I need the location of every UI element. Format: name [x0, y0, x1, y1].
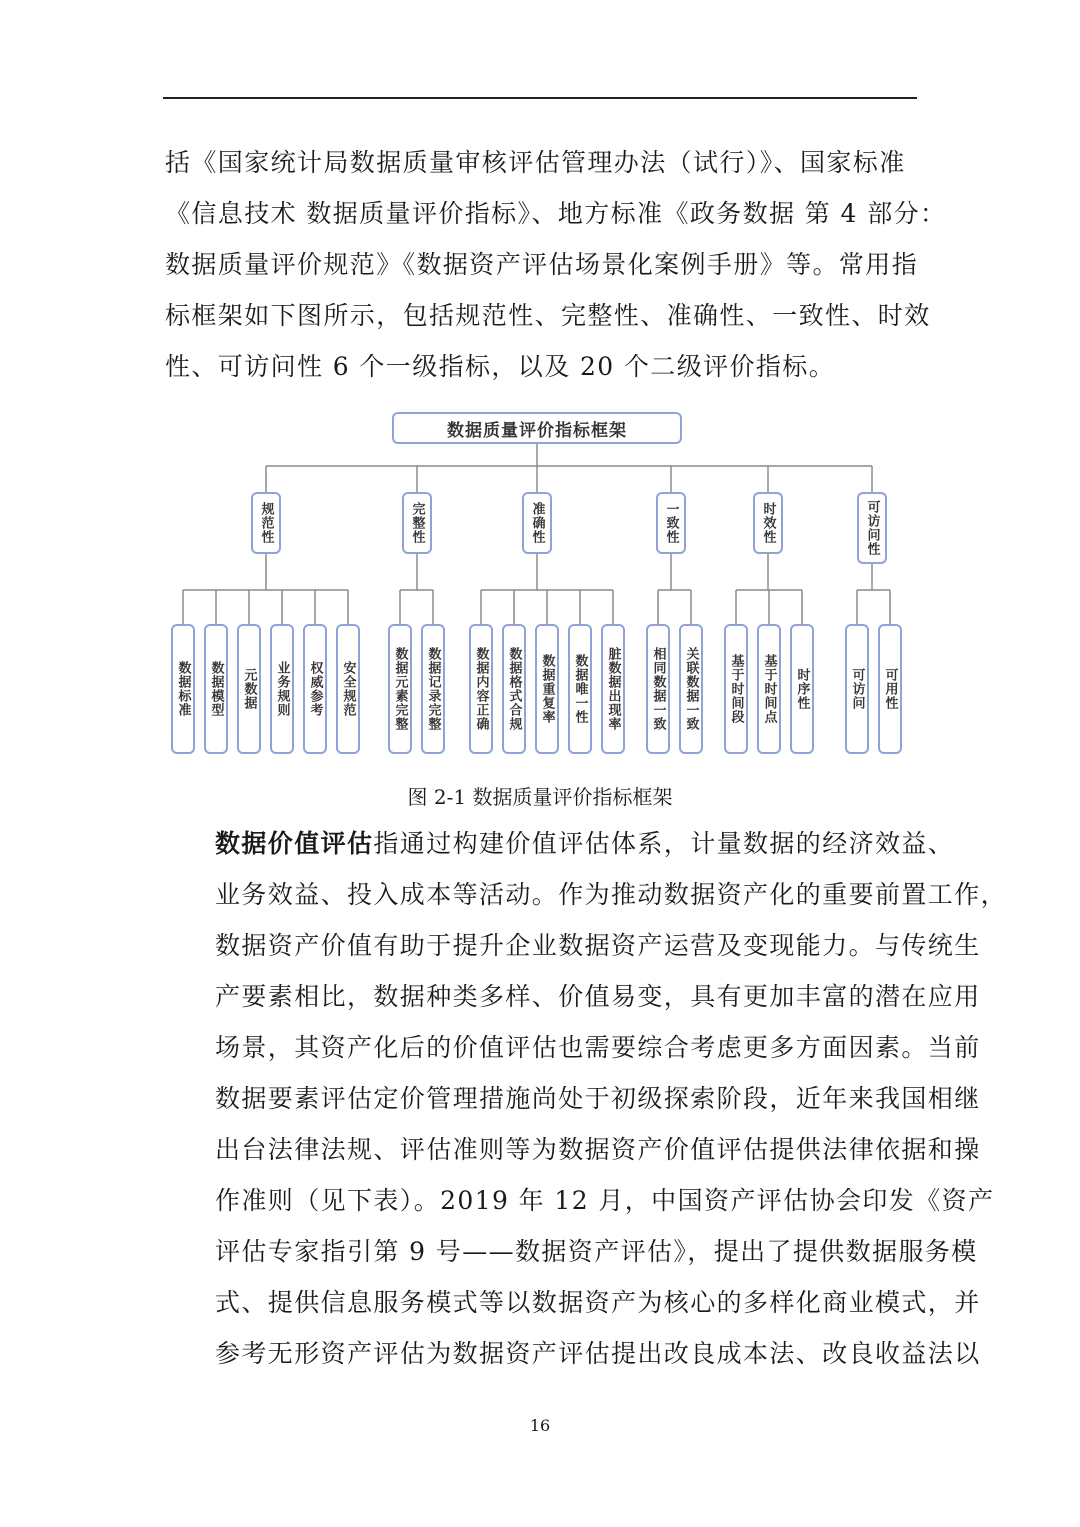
level2-node [724, 624, 748, 754]
level1-node [656, 492, 686, 554]
level2-node [421, 624, 445, 754]
level2-node-label: 脏数据出现率 [605, 647, 621, 731]
text-line: 评估专家指引第 9 号——数据资产评估》，提出了提供数据服务模 [215, 1237, 978, 1266]
level2-node-label: 数据元素完整 [392, 647, 408, 731]
level2-node-label: 数据模型 [208, 661, 224, 717]
level2-node-label: 数据格式合规 [506, 647, 522, 731]
level1-node-label: 完整性 [409, 502, 425, 544]
level2-node [388, 624, 412, 754]
page-number: 16 [529, 1416, 551, 1435]
level1-node-label: 可访问性 [864, 500, 880, 556]
level2-node [878, 624, 902, 754]
level1-node [251, 492, 281, 554]
level2-node-label: 相同数据一致 [650, 647, 666, 731]
text-line: 标框架如下图所示，包括规范性、完整性、准确性、一致性、时效 [165, 301, 931, 330]
level2-node [535, 624, 559, 754]
level2-node [502, 624, 526, 754]
level2-node [757, 624, 781, 754]
level2-node [336, 624, 360, 754]
level2-node-label: 时序性 [794, 668, 810, 710]
intro-paragraph [165, 137, 947, 392]
root-node-label: 数据质量评价指标框架 [447, 420, 627, 441]
level2-node-label: 数据记录完整 [425, 647, 441, 731]
text-line: 式、提供信息服务模式等以数据资产为核心的多样化商业模式，并 [215, 1288, 981, 1317]
level2-node-label: 数据内容正确 [473, 647, 489, 731]
level2-node-label: 权威参考 [307, 661, 323, 717]
level2-node-label: 安全规范 [340, 661, 356, 717]
level2-node [303, 624, 327, 754]
text-line: 出台法律法规、评估准则等为数据资产价值评估提供法律依据和操 [215, 1135, 981, 1164]
level2-node [568, 624, 592, 754]
level1-node-label: 一致性 [663, 502, 679, 544]
text-line: 括《国家统计局数据质量审核评估管理办法（试行）》、国家标准 [165, 148, 906, 177]
level1-node-label: 规范性 [258, 502, 274, 544]
level1-node [857, 492, 887, 564]
text-line: 性、可访问性 6 个一级指标，以及 20 个二级评价指标。 [165, 352, 836, 381]
text-line: 场景，其资产化后的价值评估也需要综合考虑更多方面因素。当前 [215, 1033, 981, 1062]
root-node [392, 412, 682, 444]
level2-node [171, 624, 195, 754]
level2-node [845, 624, 869, 754]
header-rule [163, 97, 917, 99]
level2-node-label: 基于时间点 [761, 654, 777, 724]
level2-node [646, 624, 670, 754]
level2-node-label: 数据标准 [175, 661, 191, 717]
valuation-paragraph [165, 818, 1008, 1379]
level1-node-label: 准确性 [529, 502, 545, 544]
text-line: 《信息技术 数据质量评价指标》、地方标准《政务数据 第 4 部分： [165, 199, 947, 228]
level2-node-label: 基于时间段 [728, 654, 744, 724]
figure-caption: 图 2-1 数据质量评价指标框架 [407, 785, 673, 809]
text-line: 数据要素评估定价管理措施尚处于初级探索阶段，近年来我国相继 [215, 1084, 981, 1113]
text-line: 数据质量评价规范》《数据资产评估场景化案例手册》等。常用指 [165, 250, 919, 279]
level2-node [601, 624, 625, 754]
level1-node [753, 492, 783, 554]
level2-node [237, 624, 261, 754]
text-line: 参考无形资产评估为数据资产评估提出改良成本法、改良收益法以 [215, 1339, 981, 1368]
quality-framework-diagram [0, 400, 1080, 780]
level2-node-label: 数据唯一性 [572, 654, 588, 724]
level1-node [402, 492, 432, 554]
level2-node [679, 624, 703, 754]
level2-node-label: 业务规则 [274, 661, 290, 717]
level2-node-label: 元数据 [241, 668, 257, 710]
level2-node [270, 624, 294, 754]
text-line: 数据资产价值有助于提升企业数据资产运营及变现能力。与传统生 [215, 931, 981, 960]
term-bold: 数据价值评估 [215, 829, 374, 858]
level2-node-label: 数据重复率 [539, 654, 555, 724]
level2-node [204, 624, 228, 754]
level2-node-label: 可用性 [882, 668, 898, 710]
text-line [165, 818, 955, 869]
level2-node [469, 624, 493, 754]
level2-node-label: 关联数据一致 [683, 647, 699, 731]
text-line: 产要素相比，数据种类多样、价值易变，具有更加丰富的潜在应用 [215, 982, 981, 1011]
level1-node-label: 时效性 [760, 502, 776, 544]
level2-node-label: 可访问 [849, 668, 865, 710]
text-fragment: 指通过构建价值评估体系，计量数据的经济效益、 [373, 829, 955, 858]
level2-node [790, 624, 814, 754]
text-line: 业务效益、投入成本等活动。作为推动数据资产化的重要前置工作， [215, 880, 1008, 909]
level1-node [522, 492, 552, 554]
text-line: 作准则（见下表）。2019 年 12 月，中国资产评估协会印发《资产 [215, 1186, 995, 1215]
